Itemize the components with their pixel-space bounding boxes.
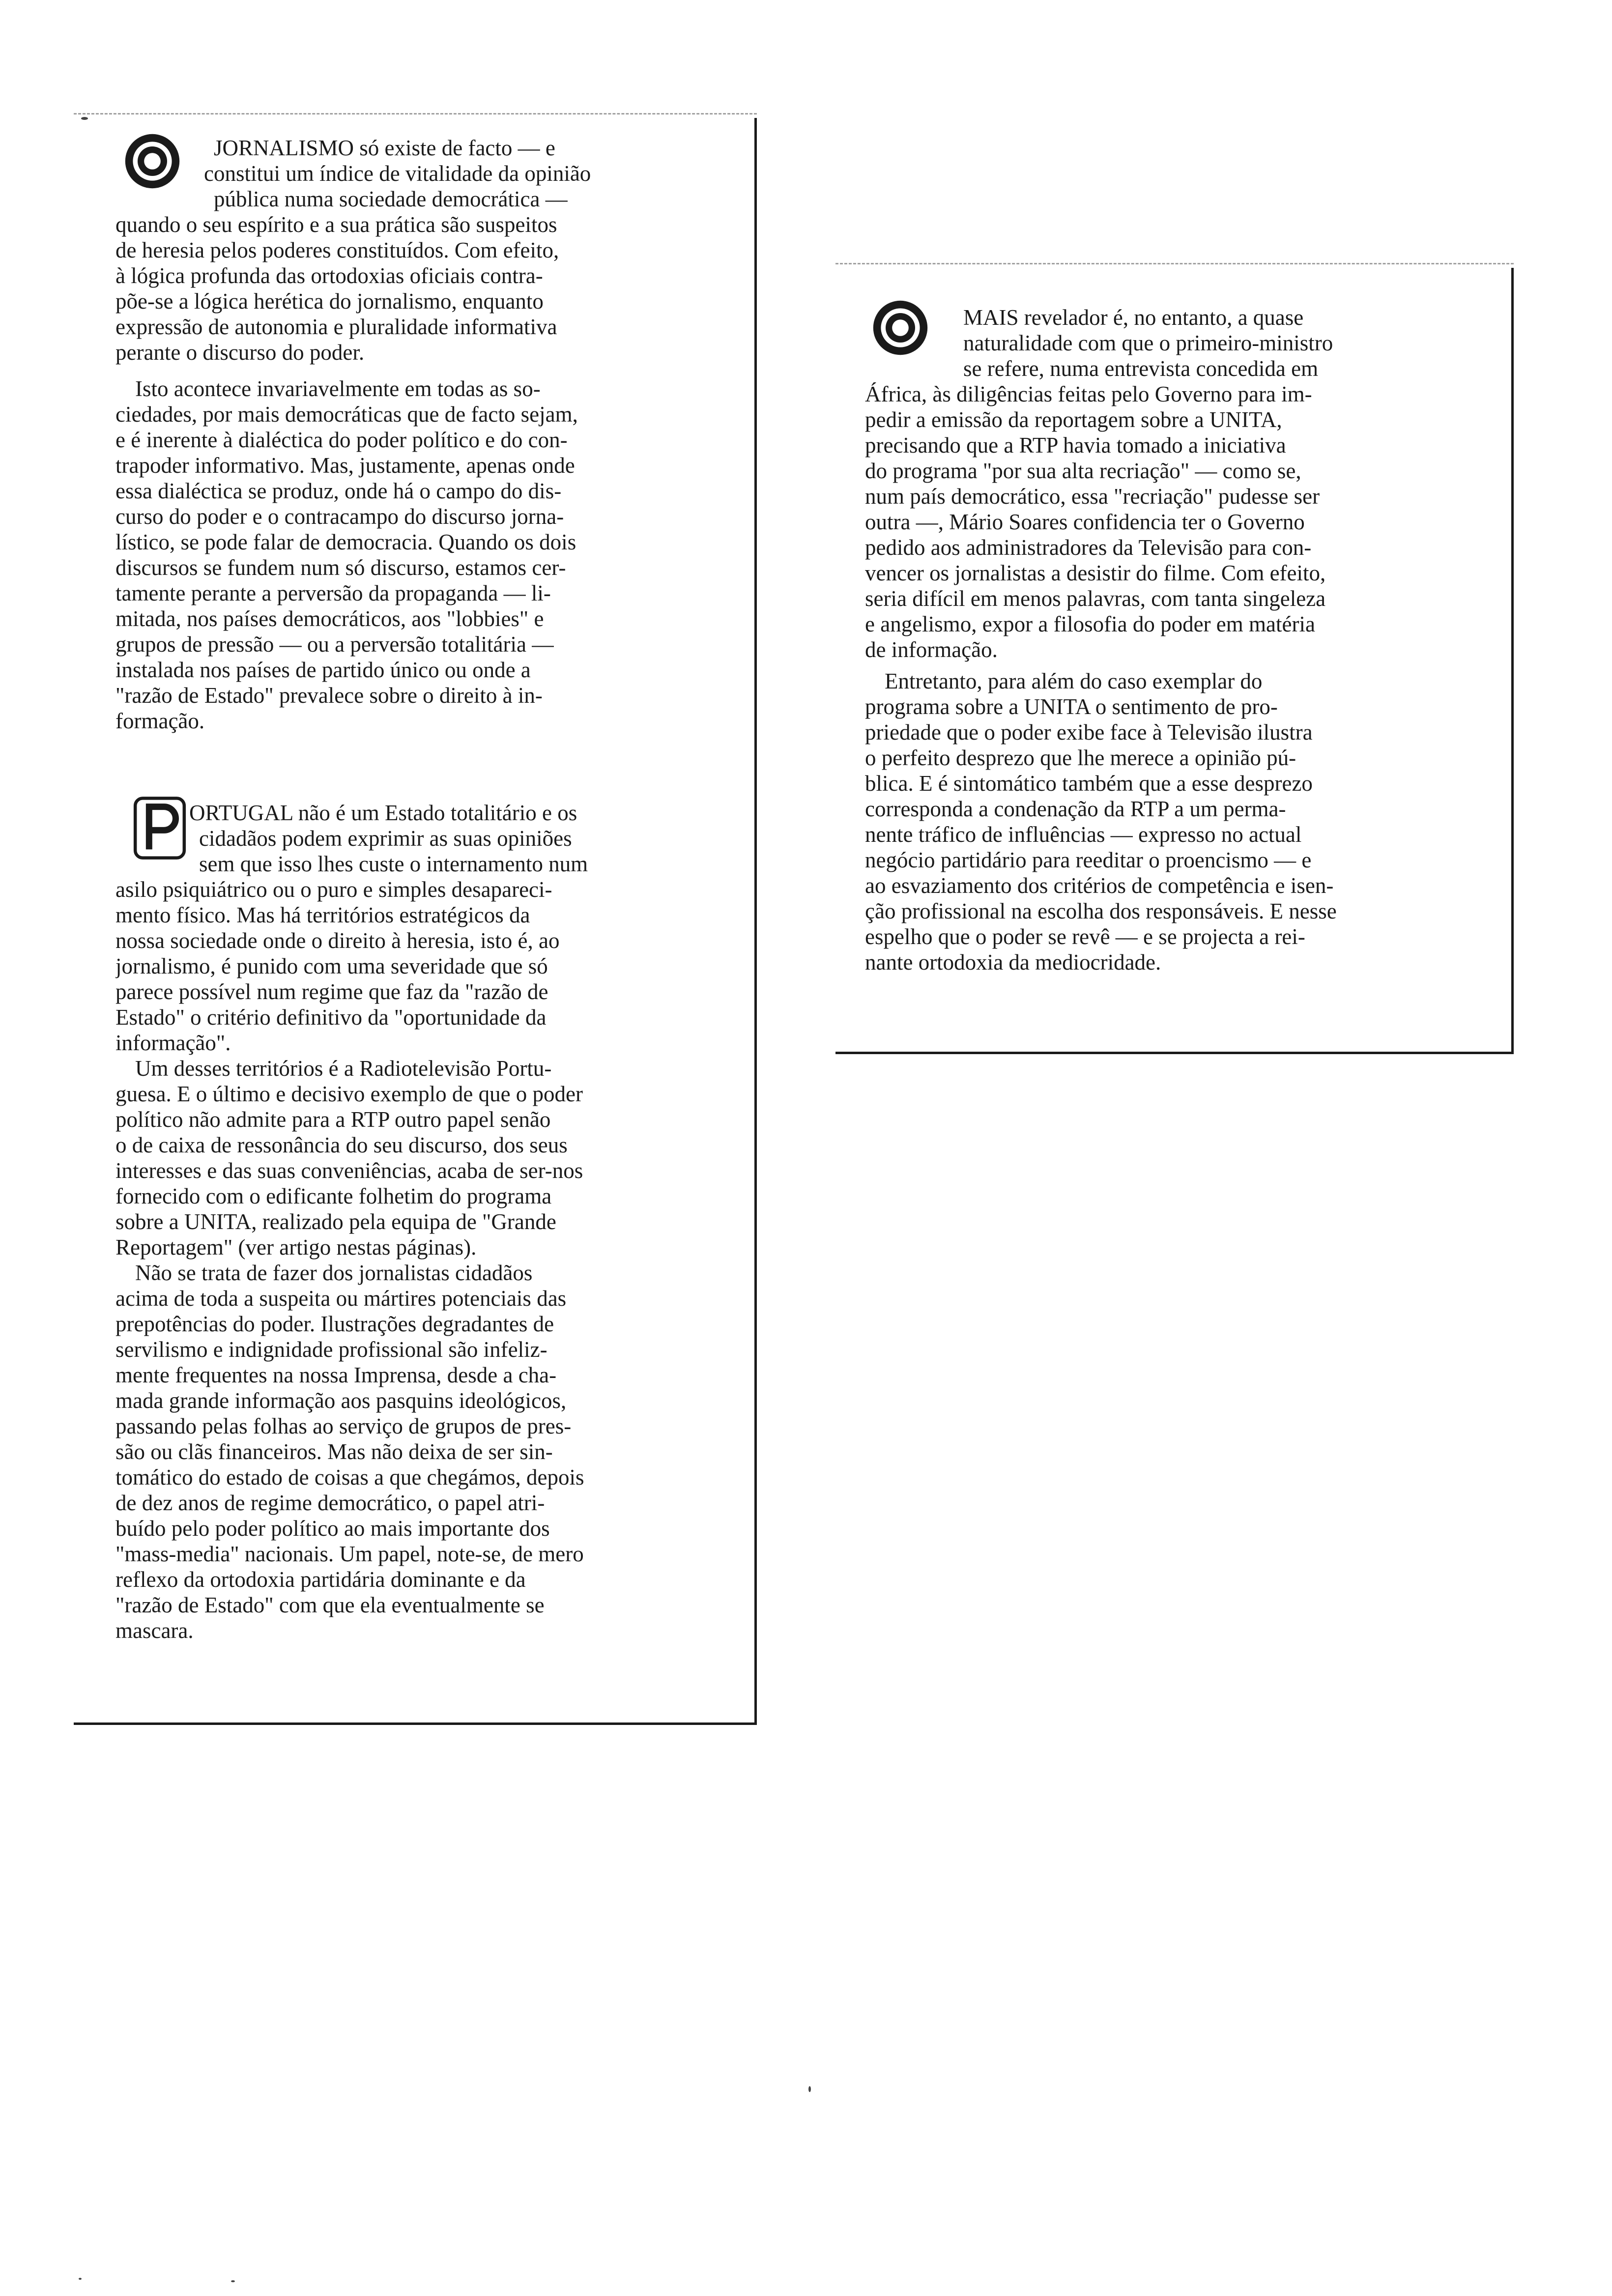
paragraph-line: perante o discurso do poder. — [115, 340, 365, 365]
paragraph-line: passando pelas folhas ao serviço de grupos de pres- — [115, 1414, 572, 1438]
paragraph-line: servilismo e indignidade profissional são infeliz- — [115, 1337, 547, 1362]
paragraph-line: mascara. — [115, 1618, 194, 1643]
paragraph-line: do programa "por sua alta recriação" — como se, — [865, 459, 1301, 483]
paragraph-line: JORNALISMO só existe de facto — e — [214, 136, 555, 160]
paragraph-line: à lógica profunda das ortodoxias oficiais contra- — [115, 263, 543, 288]
paragraph-line: programa sobre a UNITA o sentimento de pro- — [865, 694, 1278, 719]
paragraph-line: nossa sociedade onde o direito à heresia, isto é, ao — [115, 928, 560, 953]
right-column-rule — [1511, 268, 1514, 1054]
paragraph-line: sobre a UNITA, realizado pela equipa de "Grande — [115, 1209, 556, 1234]
paragraph-line: Reportagem" (ver artigo nestas páginas). — [115, 1235, 477, 1260]
paragraph-line: discursos se fundem num só discurso, estamos cer- — [115, 555, 566, 580]
paragraph-line: acima de toda a suspeita ou mártires potenciais das — [115, 1286, 567, 1311]
bottom-rule — [835, 1052, 1514, 1054]
paragraph-line: ORTUGAL não é um Estado totalitário e os — [189, 801, 577, 825]
paragraph-line: priedade que o poder exibe face à Televisão ilustra — [865, 720, 1313, 745]
paragraph-line: mento físico. Mas há territórios estratégicos da — [115, 903, 530, 927]
paragraph-line: Estado" o critério definitivo da "oportunidade da — [115, 1005, 547, 1030]
paragraph-line: informação". — [115, 1031, 231, 1055]
paragraph-line: de informação. — [865, 637, 998, 662]
paragraph-line: vencer os jornalistas a desistir do filme. Com efeito, — [865, 561, 1326, 585]
paragraph-line: lístico, se pode falar de democracia. Quando os dois — [115, 530, 576, 554]
top-rule — [835, 263, 1514, 264]
paragraph-line: mada grande informação aos pasquins ideológicos, — [115, 1388, 567, 1413]
paragraph-line: prepotências do poder. Ilustrações degradantes de — [115, 1312, 554, 1336]
paragraph-line: negócio partidário para reeditar o proencismo — e — [865, 848, 1312, 872]
paragraph-line: e é inerente à dialéctica do poder político e do con- — [115, 428, 568, 452]
paragraph-line: tamente perante a perversão da propaganda — li- — [115, 581, 551, 605]
paragraph-line: reflexo da ortodoxia partidária dominante e da — [115, 1567, 526, 1592]
bottom-rule — [74, 1722, 757, 1725]
scan-speck — [79, 2278, 82, 2280]
paragraph-line: asilo psiquiátrico ou o puro e simples desapareci- — [115, 877, 552, 902]
decorative-o-initial-icon — [123, 132, 182, 191]
paragraph-line: instalada nos países de partido único ou onde a — [115, 658, 531, 682]
decorative-p-initial-icon — [133, 796, 187, 860]
paragraph-line: cidadãos podem exprimir as suas opiniões — [199, 826, 572, 851]
decorative-o-initial-icon — [871, 298, 930, 357]
paragraph-line: Isto acontece invariavelmente em todas as so- — [135, 376, 541, 401]
paragraph-line: "mass-media" nacionais. Um papel, note-se, de mero — [115, 1542, 584, 1566]
paragraph-line: Não se trata de fazer dos jornalistas cidadãos — [135, 1261, 533, 1285]
right-column-rule — [754, 118, 757, 1725]
paragraph-line: precisando que a RTP havia tomado a iniciativa — [865, 433, 1286, 458]
paragraph-line: curso do poder e o contracampo do discurso jorna- — [115, 504, 564, 529]
paragraph-line: expressão de autonomia e pluralidade informativa — [115, 315, 557, 339]
paragraph-line: interesses e das suas conveniências, acaba de ser-nos — [115, 1158, 583, 1183]
paragraph-line: pedido aos administradores da Televisão para con- — [865, 535, 1312, 560]
paragraph-line: fornecido com o edificante folhetim do programa — [115, 1184, 552, 1208]
paragraph-line: Um desses territórios é a Radiotelevisão Portu- — [135, 1056, 552, 1081]
paragraph-line: Entretanto, para além do caso exemplar do — [885, 669, 1263, 693]
paragraph-line: ciedades, por mais democráticas que de facto sejam, — [115, 402, 578, 427]
paragraph-line: tomático do estado de coisas a que chegámos, depois — [115, 1465, 584, 1490]
top-rule — [74, 113, 757, 115]
article-clipping-right — [835, 263, 1514, 1054]
scan-speck — [808, 2086, 811, 2092]
paragraph-line: são ou clãs financeiros. Mas não deixa de ser sin- — [115, 1439, 553, 1464]
paragraph-line: e angelismo, expor a filosofia do poder em matéria — [865, 612, 1315, 636]
paragraph-line: buído pelo poder político ao mais importante dos — [115, 1516, 550, 1541]
paragraph-line: ção profissional na escolha dos responsáveis. E nesse — [865, 899, 1337, 923]
paragraph-line: "razão de Estado" prevalece sobre o direito à in- — [115, 683, 543, 708]
paragraph-line: essa dialéctica se produz, onde há o campo do dis- — [115, 479, 562, 503]
article-clipping-left — [74, 113, 757, 1725]
paragraph-line: trapoder informativo. Mas, justamente, apenas onde — [115, 453, 575, 478]
paragraph-line: num país democrático, essa "recriação" pudesse ser — [865, 484, 1320, 509]
paragraph-line: pública numa sociedade democrática — — [214, 187, 568, 211]
paragraph-line: sem que isso lhes custe o internamento num — [199, 852, 588, 876]
paragraph-line: MAIS revelador é, no entanto, a quase — [963, 305, 1304, 330]
paragraph-line: o perfeito desprezo que lhe merece a opinião pú- — [865, 746, 1296, 770]
paragraph-line: mente frequentes na nossa Imprensa, desde a cha- — [115, 1363, 557, 1387]
paragraph-line: África, às diligências feitas pelo Governo para im- — [865, 382, 1312, 406]
paragraph-line: "razão de Estado" com que ela eventualmente se — [115, 1593, 545, 1617]
paragraph-line: jornalismo, é punido com uma severidade que só — [115, 954, 548, 978]
paragraph-line: parece possível num regime que faz da "razão de — [115, 979, 548, 1004]
paragraph-line: blica. E é sintomático também que a esse desprezo — [865, 771, 1313, 796]
paragraph-line: o de caixa de ressonância do seu discurso, dos seus — [115, 1133, 568, 1157]
paragraph-line: de heresia pelos poderes constituídos. Com efeito, — [115, 238, 559, 262]
paragraph-line: de dez anos de regime democrático, o papel atri- — [115, 1491, 545, 1515]
paragraph-line: nente tráfico de influências — expresso no actual — [865, 822, 1302, 847]
paragraph-line: político não admite para a RTP outro papel senão — [115, 1107, 551, 1132]
paragraph-line: constitui um índice de vitalidade da opinião — [204, 161, 591, 186]
paragraph-line: quando o seu espírito e a sua prática são suspeitos — [115, 212, 557, 237]
paragraph-line: nante ortodoxia da mediocridade. — [865, 950, 1161, 975]
scan-speck — [81, 117, 88, 120]
paragraph-line: guesa. E o último e decisivo exemplo de que o poder — [115, 1082, 583, 1106]
paragraph-line: seria difícil em menos palavras, com tanta singeleza — [865, 586, 1326, 611]
paragraph-line: se refere, numa entrevista concedida em — [963, 356, 1319, 381]
paragraph-line: ao esvaziamento dos critérios de competência e isen- — [865, 873, 1334, 898]
paragraph-line: mitada, nos países democráticos, aos "lobbies" e — [115, 606, 544, 631]
paragraph-line: corresponda a condenação da RTP a um perma- — [865, 797, 1286, 821]
paragraph-line: outra —, Mário Soares confidencia ter o Governo — [865, 510, 1305, 534]
paragraph-line: põe-se a lógica herética do jornalismo, enquanto — [115, 289, 544, 314]
paragraph-line: formação. — [115, 709, 205, 733]
paragraph-line: naturalidade com que o primeiro-ministro — [963, 331, 1333, 355]
paragraph-line: grupos de pressão — ou a perversão totalitária — — [115, 632, 554, 657]
scan-speck — [231, 2280, 235, 2282]
paragraph-line: espelho que o poder se revê — e se projecta a rei- — [865, 924, 1305, 949]
paragraph-line: pedir a emissão da reportagem sobre a UNITA, — [865, 407, 1282, 432]
